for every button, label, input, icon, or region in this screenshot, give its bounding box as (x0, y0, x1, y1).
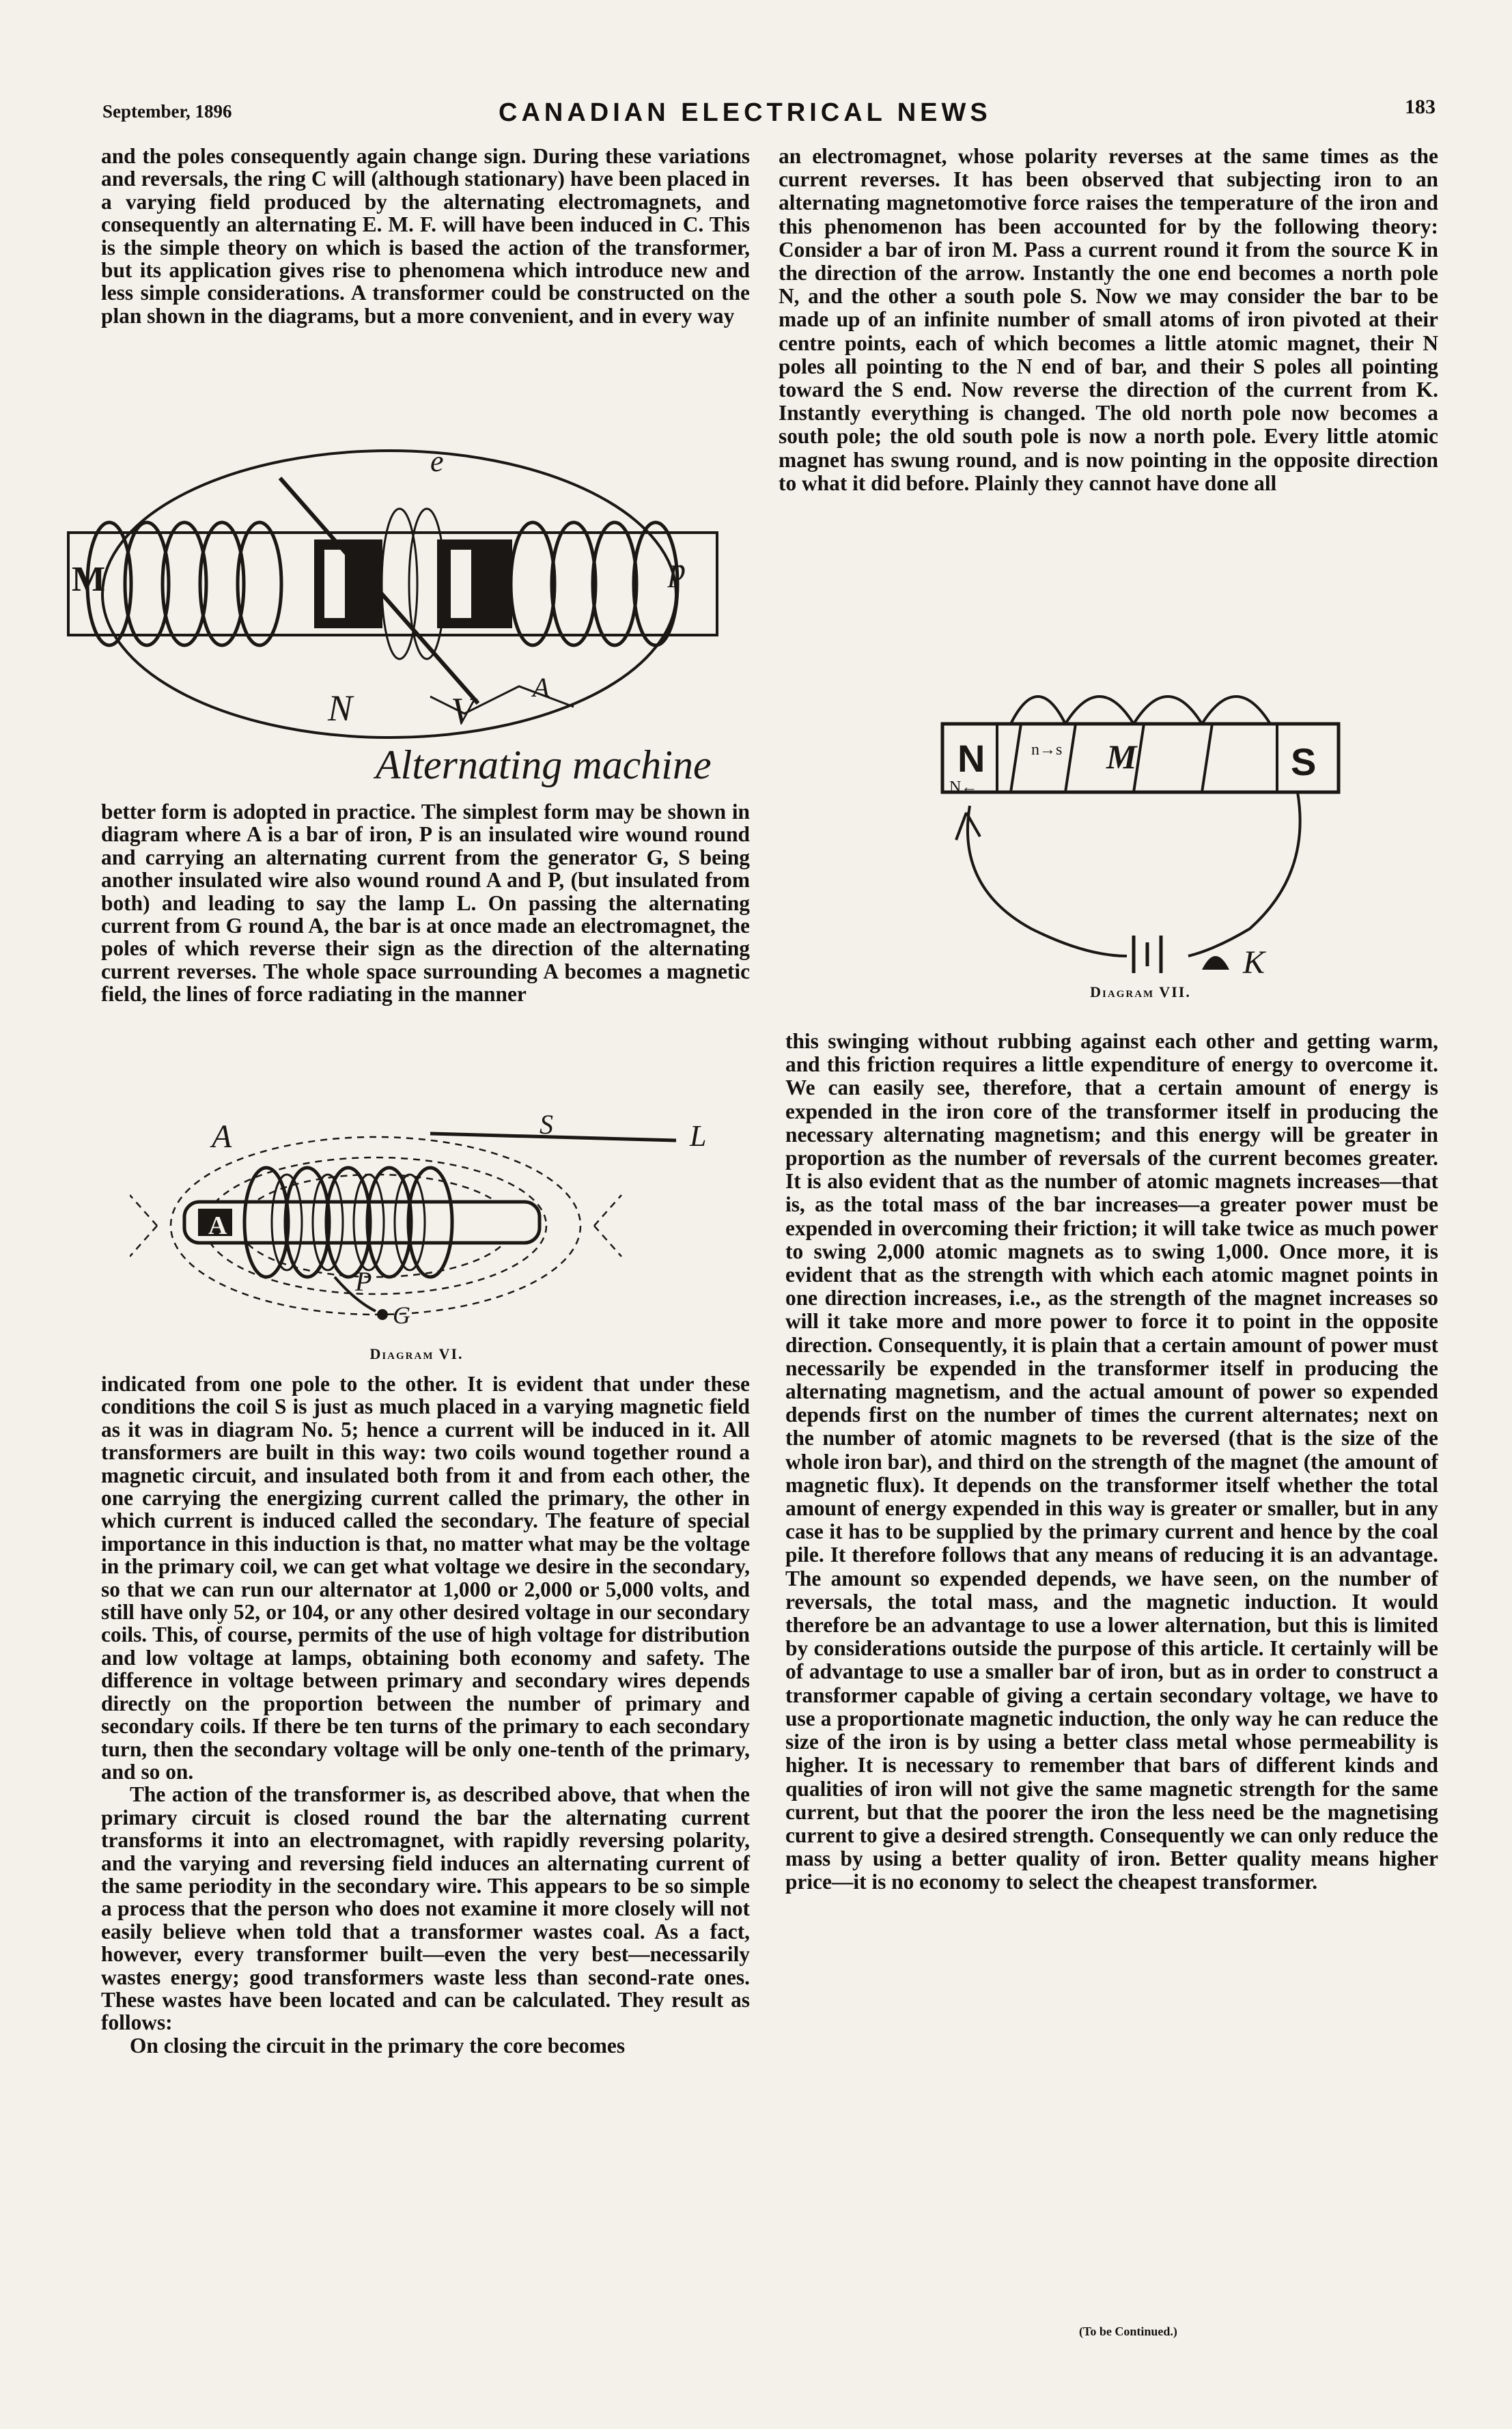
handwritten-caption: Alternating machine (376, 742, 712, 787)
label-a: A (533, 672, 550, 703)
diag6-label-l: L (690, 1119, 707, 1153)
diagram-vii-caption: Diagram VII. (1090, 983, 1191, 1000)
armature-slot-right (451, 550, 471, 618)
issue-date: September, 1896 (102, 101, 232, 122)
right-upper-text (779, 145, 1438, 495)
paragraph-action: The action of the transformer is, as described above, that when the primary circuit is closed round the bar the alternating current transforms it into an electromagnet, with rapidly reversing polarity, and the varying and reversing field induces an alternating current of the same periodity in the secondary wire. This appears to be so simple a process that the person who does not examine it more closely will not easily believe when told that a transformer wastes coal. As a fact, however, every transformer built—even the very best—necessarily wastes energy; good transformers waste less than second-rate ones. These wastes have been located and can be calculated. They result as follows: (101, 1782, 750, 2035)
paragraph-closing: On closing the circuit in the primary the core becomes (130, 2033, 626, 2058)
label-m: M (72, 560, 106, 599)
diag6-label-g: G (393, 1302, 410, 1329)
label-n: N (328, 688, 353, 729)
diag7-atom-label: n→s (1031, 741, 1063, 759)
publication-title: CANADIAN ELECTRICAL NEWS (499, 98, 992, 127)
diag7-arrow-label: N← (949, 778, 978, 796)
paragraph-swinging: this swinging without rubbing against each other and getting warm, and this friction requires a little expenditure of energy to overcome it. We can easily see, therefore, that a certain amount of energy is expended in the iron core of the transformer itself in producing the necessary alternating magnetism; and this energy will be greater in proportion as the number of reversals of the current becomes greater. It is also evident that as the number of atomic magnets increases—that is, as the total mass of the bar increases—a greater power must be expended in overcoming their friction; it will take twice as much power to swing 2,000 atomic magnets as to swing 1,000. Once more, it is evident that as the strength with which each atomic magnet points in one direction increases, i.e., as the strength of the magnet increases so will it take more and more power to force it to point in the opposite direction. Consequently, it is plain that a certain amount of power must necessarily be expended in the transformer itself in producing the alternating magnetism, and the actual amount of power so expended depends first on the number of times the current alternates; next on the number of atomic magnets to be reversed (that is the size of the whole iron bar), and third on the strength of the magnet (the amount of magnetic flux). It depends on the transformer itself whether the total amount of energy expended in this way is greater or smaller, but in any case it has to be supplied by the primary current and hence by the coal pile. It therefore follows that any means of reducing it is an advantage. The amount so expended depends, we have seen, on the number of reversals, the total mass, and the magnetic induction. It would therefore be an advantage to use a lower alternation, but this is limited by considerations outside the purpose of this article. It certainly will be of advantage to use a smaller bar of iron, but as in order to construct a transformer capable of giving a certain secondary voltage, we have to use a proportionate magnetic induction, the only way he can reduce the size of the iron is by using a better class metal whose permeability is higher. It is necessary to remember that bars of different kinds and qualities of iron will not give the same magnetic strength for the same current, but that the poorer the iron the less need be the magnetising current to give a desired strength. Consequently we can only reduce the mass by using a better quality of iron. Better quality means higher price—it is no economy to select the cheapest transformer. (785, 1029, 1438, 1894)
label-e: e (430, 445, 444, 478)
diagram-vii-drawing (929, 669, 1352, 977)
diagram-vi-caption: Diagram VI. (369, 1345, 464, 1362)
diag6-label-s: S (540, 1109, 553, 1140)
paragraph-intro: and the poles consequently again change sign. During these variations and reversals, the ring C will (although stationary) have been placed in a varying field produced by the alternating electromagnets, and consequently an alternating E. M. F. will have been induced in C. This is the simple theory on which is based the action of the transformer, but its application gives rise to phenomena which introduce new and less simple considerations. A transformer could be constructed on the plan shown in the diagrams, but a more convenient, and in every way (101, 144, 750, 328)
alternating-machine-drawing (55, 437, 751, 792)
right-coil (511, 522, 677, 645)
circuit-lead-left (968, 806, 1127, 956)
circuit-lead-right (1188, 792, 1300, 956)
diag7-label-n: N (957, 737, 985, 780)
left-intro-text (101, 145, 750, 327)
diagram-vi-drawing (130, 1106, 731, 1332)
paragraph-better-form: better form is adopted in practice. The simplest form may be shown in diagram where A is a bar of iron, P is an insulated wire wound round and carrying an alternating current from the generator G, S being another insulated wire also wound round A and P, (but insulated from both) and leading to say the lamp L. On passing the alternating current from G round A, the bar is at once made an electromagnet, the poles of which reverse their sign as the direction of the alternating current reverses. The whole space surrounding A becomes a magnetic field, the lines of force radiating in the manner (101, 800, 750, 1007)
left-lower-text (101, 1373, 750, 2057)
paragraph-indicated: indicated from one pole to the other. It is evident that under these conditions the coil S is just as much placed in a varying magnetic field as it was in diagram No. 5; hence a current will be induced in it. All transformers are built in this way: two coils wound together round a magnetic circuit, and insulated both from it and from each other, the one carrying the energizing current called the primary, the other in which current is induced called the secondary. The feature of special importance in this induction is that, no matter what may be the voltage in the primary coil, we can get what voltage we desire in the secondary, so that we can run our alternator at 1,000 or 2,000 or 5,000 volts, and still have only 52, or 104, or any other desired voltage in our secondary coils. This, of course, permits of the use of high voltage for distribution and low voltage at lamps, obtaining both economy and safety. The difference in voltage between primary and secondary wires depends directly on the proportion between the number of primary and secondary coils. If there be ten turns of the primary to each secondary turn, then the secondary voltage will be only one-tenth of the primary, and so on. (101, 1372, 750, 1784)
diag7-label-s: S (1291, 740, 1317, 783)
iron-bar-m (942, 724, 1339, 792)
diag7-label-k: K (1243, 944, 1265, 977)
diag7-label-m: M (1106, 738, 1137, 776)
ring-c-outline (102, 451, 676, 738)
iron-bar-a (184, 1202, 540, 1243)
label-v: V (451, 690, 475, 733)
battery-source (1134, 936, 1161, 973)
generator-terminal (377, 1309, 388, 1320)
diagram-vi (130, 1106, 731, 1332)
alternating-machine-figure (55, 437, 751, 792)
right-lower-text (785, 1030, 1438, 1894)
diag6-label-p: P (355, 1266, 372, 1297)
secondary-lead (430, 1134, 676, 1140)
to-be-continued: (To be Continued.) (1079, 2325, 1177, 2338)
page-number: 183 (1405, 96, 1436, 118)
armature-block-right (437, 539, 512, 628)
diag6-label-a-core: A (208, 1211, 227, 1240)
diagram-vii (929, 669, 1352, 977)
source-k-blot (1202, 956, 1229, 970)
armature-slot-left (324, 550, 345, 618)
diag6-label-a-top: A (212, 1119, 232, 1155)
left-better-form-text (101, 800, 750, 1006)
left-coil (87, 522, 281, 645)
paragraph-electromagnet: an electromagnet, whose polarity reverses at the same times as the current reverses. It has been observed that subjecting iron to an alternating magnetomotive force raises the temperature of the iron and this phenomenon has been accounted for by the following theory: Consider a bar of iron M. Pass a current round it from the source K in the direction of the arrow. Instantly the one end becomes a north pole N, and the other a south pole S. Now we may consider the bar to be made up of an infinite number of small atoms of iron pivoted at their centre points, each of which becomes a little atomic magnet, their N poles all pointing to the N end of bar, and their S poles all pointing toward the S end. Now reverse the direction of the current from K. Instantly everything is changed. The old north pole now becomes a south pole; the old south pole is now a north pole. Every little atomic magnet has swung round, and is now pointing in the opposite direction to what it did before. Plainly they cannot have done all (779, 144, 1438, 495)
label-p: p (669, 552, 686, 588)
page-header (102, 96, 1441, 132)
